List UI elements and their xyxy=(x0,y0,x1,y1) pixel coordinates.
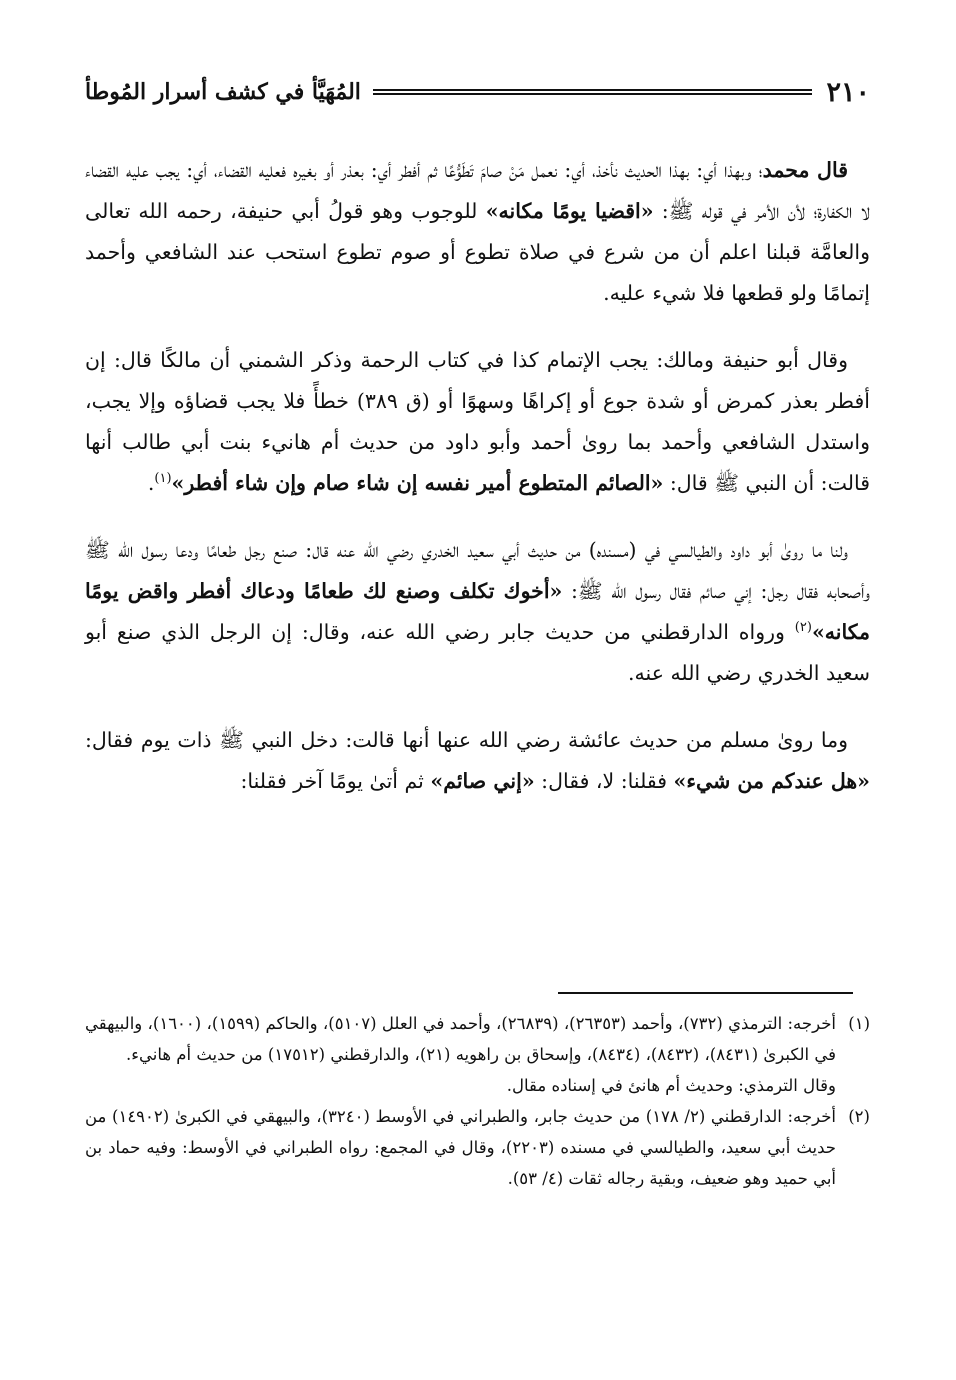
text-run: ولنا ما روىٰ أبو داود والطيالسي في (مسنده) من حديث أبي سعيد الخدري رضي الله عنه قال: صنع رجل طعامًا ودعا رسول الله ﷺ وأصحابه فقال رجل: إني صائم فقال رسول الله ﷺ: xyxy=(85,538,870,603)
text-run: للوجوب وهو قولُ أبي حنيفة، رحمه الله تعالى والعامَّة قبلنا اعلم أن من شرع في صلاة تطوع أو صوم تطوع استحب عند الشافعي وأحمد إتمامًا ولو قطعها فلا شيء عليه. xyxy=(85,199,870,305)
footnote-1-note: وقال الترمذي: وحديث أم هانئ في إسناده مقال. xyxy=(506,1076,836,1095)
text-run: ثم أتىٰ يومًا آخر فقلنا: xyxy=(240,769,431,793)
paragraph-4 xyxy=(85,720,870,802)
footnote-ref-2: (٢) xyxy=(794,620,812,636)
hadith-quote: «الصائم المتطوع أمير نفسه إن شاء صام وإن شاء أفطر» xyxy=(171,471,664,495)
header-rule-line xyxy=(373,89,813,91)
text-run: وقال أبو حنيفة ومالك: يجب الإتمام كذا في كتاب الرحمة وذكر الشمني أن مالكًا قال: إن أفطر بعذر كمرض أو شدة جوع أو إكراهًا وسهوًا أو (ق ٣٨٩) خطأً فلا يجب قضاؤه وإلا يجب، واستدل الشافعي وأحمد بما روىٰ أحمد وأبو داود من حديث أم هانيء بنت أبي طالب أنها قالت: أن النبي ﷺ قال: xyxy=(85,348,870,495)
text-run: وما روىٰ مسلم من حديث عائشة رضي الله عنها أنها قالت: دخل النبي ﷺ ذات يوم فقال: xyxy=(85,728,848,752)
paragraph-2 xyxy=(85,340,870,504)
page-number: ٢١٠ xyxy=(826,76,870,108)
footnote-separator xyxy=(558,992,853,994)
paragraph-3 xyxy=(85,530,870,694)
speaker-label: قال محمد xyxy=(762,158,848,182)
paragraph-1 xyxy=(85,150,870,314)
text-run: . xyxy=(147,471,155,495)
text-run: ؛ وبهذا أي: بهذا الحديث نأخذ، أي: نعمل مَنْ صامَ تَطَوُّعًا ثم أفطر أي: بعذر أو بغيره فعليه القضاء، أي: يجب عليه القضاء لا الكفارة؛ لأن الأمر في قوله ﷺ: xyxy=(85,158,871,223)
footnote-text: أخرجه: الدارقطني (٢/ ١٧٨) من حديث جابر، والطبراني في الأوسط (٣٢٤٠)، والبيهقي في الكبرىٰ (١٤٩٠٢) من حديث أبي سعيد، والطيالسي في مسنده (٢٢٠٣)، وقال في المجمع: رواه الطبراني في الأوسط: وفيه حماد بن أبي حميد وهو ضعيف، وبقية رجاله ثقات (٤/ ٥٣). xyxy=(85,1107,836,1188)
page-header xyxy=(85,70,870,114)
text-run: ورواه الدارقطني من حديث جابر رضي الله عنه، وقال: إن الرجل الذي صنع أبو سعيد الخدري رضي الله عنه. xyxy=(85,620,870,685)
hadith-quote: «اقضيا يومًا مكانه» xyxy=(485,199,654,223)
book-title: المُهَيَّأ في كشف أسرار المُوطأ xyxy=(85,79,361,105)
main-text xyxy=(85,150,870,828)
footnote-number: (١) xyxy=(848,1014,870,1033)
footnote-1 xyxy=(85,1008,870,1070)
footnote-text: أخرجه: الترمذي (٧٣٢)، وأحمد (٢٦٣٥٣)، (٢٦٨٣٩)، وأحمد في العلل (٥١٠٧)، والحاكم (١٥٩٩)، (١٦٠٠)، والبيهقي في الكبرىٰ (٨٤٣١)، (٨٤٣٢)، (٨٤٣٤)، وإسحاق بن راهويه (٢١)، والدارقطني (١٧٥١٢) من حديث أم هانيء. xyxy=(85,1014,836,1064)
footnote-number: (٢) xyxy=(848,1107,870,1126)
hadith-quote: «أخوك تكلف وصنع لك طعامًا ودعاك أفطر واقض يومًا مكانه» xyxy=(85,579,870,644)
hadith-quote: «هل عندكم من شيء» xyxy=(673,769,870,793)
text-run: فقلنا: لا، فقال: xyxy=(534,769,674,793)
header-rule xyxy=(373,88,813,96)
header-rule-line xyxy=(373,93,813,95)
hadith-quote: «إني صائم» xyxy=(430,769,535,793)
footnote-ref-1: (١) xyxy=(154,471,172,487)
footnotes xyxy=(85,1008,870,1194)
footnote-2 xyxy=(85,1101,870,1194)
